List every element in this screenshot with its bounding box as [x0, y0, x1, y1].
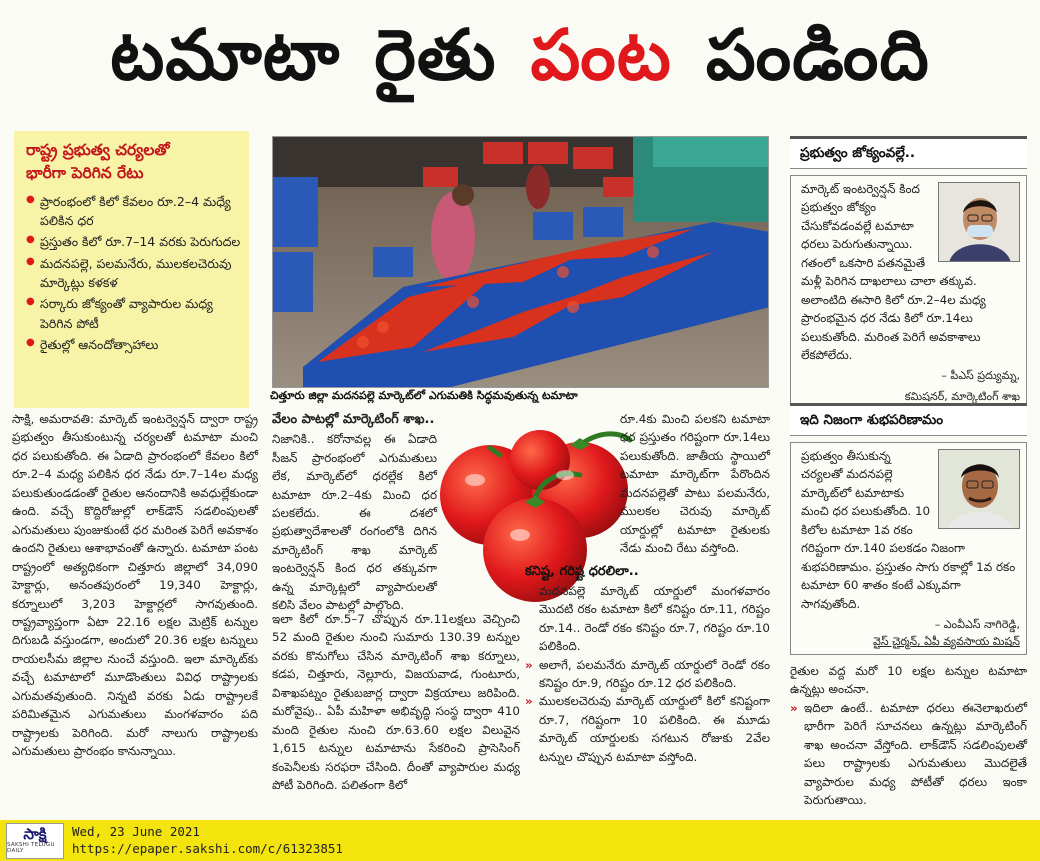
- logo-text: సాక్షి: [23, 825, 47, 843]
- headline-word-3: పంట: [530, 13, 672, 96]
- highlight-item: ● సర్కారు జోక్యంతో వ్యాపారుల మధ్య పెరిగిన పోటీ: [26, 294, 241, 333]
- commissioner-title: కమిషనర్, మార్కెటింగ్ శాఖ: [904, 389, 1020, 403]
- person-portrait-icon: [939, 450, 1020, 529]
- side-3-list-item: » ఇదిలా ఉంటే.. టమాటా ధరలు ఈనెలాఖరులో భారీగా పెరిగే సూచనలు ఉన్నట్లు మార్కెటింగ్ శాఖ అంచనా వేస్తోంది. లాక్‌డౌన్ సడలింపులతో పలు రాష్ట్రాలకు ఎగుమతులు మొదలైతే వ్యాపారుల మధ్య పోటీతో ధరలు ఇంకా పెరుగుతాయి.: [790, 699, 1027, 810]
- article-column-1: [12, 410, 258, 761]
- side-3-list: [790, 699, 1027, 810]
- sakshi-logo[interactable]: [6, 823, 64, 859]
- side-box-2-heading: ఇది నిజంగా శుభపరిణామం: [790, 403, 1027, 436]
- highlight-item: ● మదనపల్లె, పలమనేరు, ములకలచెరువు మార్కెట్లు కళకళ: [26, 254, 241, 293]
- side-box-2-text: ప్రభుత్వం తీసుకున్న చర్యలతో మదనపల్లె మార్కెట్‌లో టమాటాకు మంచి ధర పలుకుతోంది. 10 కిలోల టమాటా 1వ రకం గరిష్టంగా రూ.140 పలకడం నిజంగా శుభపరిణామం. ప్రస్తుతం సాగు రకాల్లో 1వ రకం టమాటా 60 శాతం కంటే ఎక్కువగా సాగవుతోంది.: [801, 448, 1016, 611]
- highlight-item: ● రైతుల్లో ఆనందోత్సాహాలు: [26, 335, 241, 354]
- highlight-item: ● ప్రారంభంలో కిలో కేవలం రూ.2–4 మధ్యే పలికిన ధర: [26, 192, 241, 231]
- side-3-top-text: రైతుల వద్ద మరో 10 లక్షల టన్నుల టమాటా ఉన్నట్లు అంచనా.: [790, 664, 1027, 697]
- footer-info: [72, 824, 343, 858]
- headline: [0, 0, 1040, 126]
- market-photo: [272, 136, 769, 388]
- highlights-title-line2: భారీగా పెరిగిన రేటు: [26, 164, 144, 183]
- commissioner-photo: [938, 182, 1020, 262]
- column-2-bottom-text: ఇలా కిలో రూ.5–7 చొప్పున రూ.11లక్షలు వెచ్చించి 52 మంది రైతుల నుంచి సుమారు 130.39 టన్నుల వరకు కొనుగోలు చేసిన మార్కెటింగ్ శాఖ కర్నూలు, కడప, చిత్తూరు, నెల్లూరు, విజయవాడ, గుంటూరు, విశాఖపట్నం రైతుబజార్ల ద్వారా విక్రయాలు జరిపింది. మరోవైపు.. ఏపీ మహిళా అభివృద్ధి సంస్థ ద్వారా 410 మంది రైతుల నుంచి రూ.63.60 లక్షల విలువైన 1,615 టన్నుల టమాటాను సేకరించి ప్రాసెసింగ్ కంపెనీలకు సరఫరా చేసింది. దీంతో వ్యాపారుల మధ్య పోటీ పెరిగింది. పలితంగా కిలో: [272, 612, 520, 793]
- commissioner-name: – పీఎస్ ప్రద్యుమ్న,: [941, 369, 1020, 383]
- side-box-1-body: [790, 175, 1027, 410]
- vice-chairman-photo: [938, 449, 1020, 529]
- column-2-top-text: నిజానికి.. కరోనావల్ల ఈ ఏడాది సీజన్ ప్రారంభంలో ఎగుమతులు లేక, మార్కెట్‌లో ధరల్లేక కిలో టమాటా రూ.2–4కు మించి ధర పలకలేదు. ఈ దశలో ప్రభుత్వాదేశాలతో రంగంలోకి దిగిన మార్కెటింగ్ శాఖ మార్కెట్ ఇంటర్వెన్షన్ కింద ధర తక్కువగా ఉన్న మార్కెట్లలో వ్యాపారులతో కలిసి వేలం పాటల్లో పాల్గొంది.: [272, 432, 437, 613]
- side-column-continued: [790, 662, 1027, 810]
- price-list-item: » అలాగే, పలమనేరు మార్కెట్ యార్డులో రెండో రకం కనిష్టం రూ.9, గరిష్టం రూ.12 ధర పలికింది.: [525, 656, 770, 693]
- column-3-subhead: కనిష్ట, గరిష్ట ధరలిలా..: [525, 563, 639, 579]
- price-list-item: » ములకలచెరువు మార్కెట్ యార్డులో కిలో కనిష్టంగా రూ.7, గరిష్టంగా 10 పలికింది. ఈ మూడు మార్కెట్ యార్డులకు సగటున రోజుకు 2వేల టన్నుల చొప్పున టమాటా వస్తోంది.: [525, 692, 770, 766]
- headline-word-2: రైతు: [374, 13, 497, 96]
- photo-caption: చిత్తూరు జిల్లా మదనపల్లె మార్కెట్‌లో ఎగుమతికి సిద్ధమవుతున్న టమాటా: [270, 389, 578, 402]
- headline-word-4: పండింది: [705, 13, 930, 96]
- highlights-list: [26, 192, 241, 355]
- publish-date: Wed, 23 June 2021: [72, 823, 200, 839]
- vice-chairman-name: – ఎంవీఎస్ నాగిరెడ్డి,: [934, 618, 1020, 631]
- column-3-top-text: రూ.4కు మించి పలకని టమాటా ధర ప్రస్తుతం గరిష్టంగా రూ.14లు పలుకుతోంది. జాతీయ స్థాయిలో టమాటా మార్కెట్‌గా పేరొందిన మదనపల్లెతో పాటు పలమనేరు, ములకల చెరువు మార్కెట్ యార్డుల్లో టమాటా రైతులకు నేడు మంచి రేటు వస్తోంది.: [620, 412, 770, 556]
- footer-bar: [0, 820, 1040, 861]
- highlights-box: [14, 131, 249, 408]
- headline-word-1: టమాటా: [110, 13, 341, 96]
- vice-chairman-title: వైస్ చైర్మన్, ఏపీ వ్యవసాయ మిషన్: [873, 635, 1020, 649]
- side-box-commissioner: [790, 136, 1027, 403]
- logo-subtext: SAKSHI TELUGU DAILY: [7, 842, 55, 854]
- person-portrait-icon: [939, 183, 1020, 262]
- article-column-3: [525, 410, 770, 766]
- article-column-2-bottom: [272, 610, 520, 795]
- column-1-text: సాక్షి, అమరావతి: మార్కెట్ ఇంటర్వెన్షన్ ద్వారా రాష్ట్ర ప్రభుత్వం తీసుకుంటున్న చర్యలతో టమాటా మంచి ధర పలుకుతోంది. ఈ ఏడాది ప్రారంభంలో కేవలం కిలో రూ.2–4 మధ్య పలికిన ధర నేడు రూ.7–14ల మధ్య పలుకుతుండడంతో రైతుల ఆనందానికి అవధుల్లేకుండా ఉంది. వచ్చే కొద్దిరోజుల్లో లాక్‌డౌన్ సడలింపులతో ఎగుమతులు పుంజుకుంటే ధర మరింత పెరిగే అవకాశం ఉందని రైతులు ఆశాభావంతో ఉన్నారు. టమాటా పంట రాష్ట్రంలో అత్యధికంగా చిత్తూరు జిల్లాలో 34,090 హెక్టార్లు, అనంతపురంలో 19,340 హెక్టార్లు, కర్నూలులో 3,203 హెక్టార్లలో సాగవుతుంది. రాష్ట్రవ్యాప్తంగా ఏటా 22.16 లక్షల మెట్రిక్ టన్నుల దిగుబడి వస్తుండగా, అందులో 20.36 లక్షల టన్నులు రాయలసీమ జిల్లాల నుంచే వస్తుంది. ఇలా మార్కెట్‌కు వచ్చే టమాటాలో మూడొంతులు వివిధ రాష్ట్రాలకు ఎగుమతవుతుంది. నిన్నటి వరకు ఏడు రాష్ట్రాలకే పరిమితమైన ఎగుమతులు మంగళవారం పది రాష్ట్రాలకు పెరిగింది. మరో నాలుగు రాష్ట్రాలకు ఎగుమతులు ప్రారంభం కానున్నాయి.: [12, 412, 258, 759]
- side-box-2-body: [790, 442, 1027, 655]
- side-box-vice-chairman: [790, 403, 1027, 658]
- highlights-title-line1: రాష్ట్ర ప్రభుత్వ చర్యలతో: [26, 141, 170, 159]
- price-list: [525, 582, 770, 767]
- price-list-item: » మదనపల్లె మార్కెట్ యార్డులో మంగళవారం మొదటి రకం టమాటా కిలో కనిష్టం రూ.11, గరిష్టం రూ.14.. రెండో రకం కనిష్టం రూ.7, గరిష్టం రూ.10 పలికింది.: [525, 582, 770, 656]
- side-box-1-heading: ప్రభుత్వం జోక్యంవల్లే..: [790, 136, 1027, 169]
- market-photo-illustration: [273, 137, 769, 388]
- highlights-title: [26, 139, 241, 186]
- epaper-link[interactable]: https://epaper.sakshi.com/c/61323851: [72, 840, 343, 856]
- highlight-item: ● ప్రస్తుతం కిలో రూ.7–14 వరకు పెరుగుదల: [26, 232, 241, 251]
- column-2-subhead: వేలం పాటల్లో మార్కెటింగ్ శాఖ..: [272, 412, 435, 427]
- side-box-1-text: మార్కెట్ ఇంటర్వెన్షన్ కింద ప్రభుత్వం జోక్యం చేసుకోవడంవల్లే టమాటా ధరలు పెరుగుతున్నాయి. గతంలో ఒకసారి పతనమైతే మళ్లీ పెరిగిన దాఖలాలు చాలా తక్కువ. అలాంటిది ఈసారి కిలో రూ.2–4ల మధ్య ప్రారంభమైన ధర నేడు కిలో రూ.14లు పలుకుతోంది. మరింత పెరిగే అవకాశాలు లేకపోలేదు.: [801, 181, 986, 362]
